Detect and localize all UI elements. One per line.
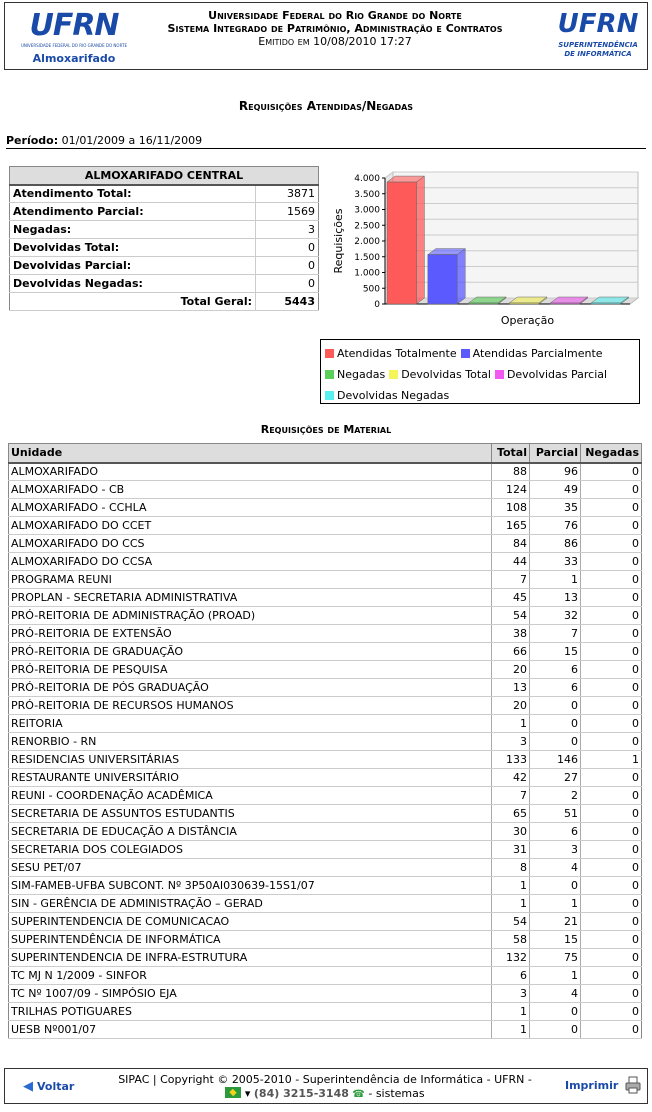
parcial-cell: 51 [530, 805, 581, 823]
summary-label: Devolvidas Negadas: [10, 275, 256, 293]
total-cell: 13 [492, 679, 530, 697]
negadas-cell: 1 [580, 751, 641, 769]
contact-line [95, 1087, 555, 1102]
negadas-cell: 0 [580, 769, 641, 787]
print-label: Imprimir [565, 1079, 619, 1092]
negadas-cell: 0 [580, 859, 641, 877]
y-tick-label: 1.000 [354, 268, 380, 279]
unidade-cell: TC Nº 1007/09 - SIMPÓSIO EJA [9, 985, 492, 1003]
unidade-cell: SUPERINTENDENCIA DE INFRA-ESTRUTURA [9, 949, 492, 967]
legend-item [325, 385, 449, 406]
total-cell: 1 [492, 895, 530, 913]
parcial-cell: 1 [530, 571, 581, 589]
summary-label: Devolvidas Total: [10, 239, 256, 257]
back-arrow-icon: ◀ [23, 1079, 33, 1094]
unidade-cell: SECRETARIA DE ASSUNTOS ESTUDANTIS [9, 805, 492, 823]
total-cell: 42 [492, 769, 530, 787]
total-cell: 30 [492, 823, 530, 841]
parcial-cell: 0 [530, 733, 581, 751]
negadas-cell: 0 [580, 715, 641, 733]
summary-value: 1569 [256, 203, 319, 221]
y-axis-label: Requisições [332, 208, 345, 274]
table-row [9, 841, 642, 859]
total-cell: 54 [492, 913, 530, 931]
summary-value: 3871 [256, 185, 319, 203]
total-cell: 1 [492, 1003, 530, 1021]
negadas-cell: 0 [580, 949, 641, 967]
table-row [9, 823, 642, 841]
parcial-cell: 0 [530, 877, 581, 895]
table-row [9, 481, 642, 499]
total-cell: 7 [492, 571, 530, 589]
table-row [9, 931, 642, 949]
summary-total-label: Total Geral: [10, 293, 256, 311]
legend-swatch [325, 391, 334, 400]
bar-side [457, 249, 465, 304]
unidade-cell: PRÓ-REITORIA DE EXTENSÃO [9, 625, 492, 643]
legend-item [325, 364, 385, 385]
unidade-cell: SECRETARIA DE EDUCAÇÃO A DISTÂNCIA [9, 823, 492, 841]
negadas-cell: 0 [580, 733, 641, 751]
bar-side [416, 176, 424, 304]
summary-heading: ALMOXARIFADO CENTRAL [10, 167, 319, 185]
bar-1 [428, 255, 457, 304]
parcial-cell: 49 [530, 481, 581, 499]
legend-item [389, 364, 491, 385]
sinfo-logo-line1: SUPERINTENDÊNCIA [558, 41, 638, 49]
negadas-cell: 0 [580, 481, 641, 499]
legend-label: Devolvidas Parcial [506, 368, 608, 381]
parcial-cell: 6 [530, 661, 581, 679]
total-cell: 1 [492, 877, 530, 895]
total-cell: 3 [492, 733, 530, 751]
period-label: Período: [6, 134, 59, 147]
parcial-cell: 0 [530, 1021, 581, 1039]
table-row [9, 715, 642, 733]
table-row [9, 607, 642, 625]
legend-swatch [389, 370, 398, 379]
table-row [9, 895, 642, 913]
table-row [9, 679, 642, 697]
legend-swatch [325, 370, 334, 379]
total-cell: 44 [492, 553, 530, 571]
parcial-cell: 0 [530, 1003, 581, 1021]
parcial-cell: 27 [530, 769, 581, 787]
negadas-cell: 0 [580, 535, 641, 553]
negadas-cell: 0 [580, 517, 641, 535]
total-cell: 3 [492, 985, 530, 1003]
negadas-cell: 0 [580, 697, 641, 715]
unidade-cell: REUNI - COORDENAÇÃO ACADÊMICA [9, 787, 492, 805]
bar-4 [550, 303, 579, 304]
summary-row [10, 203, 319, 221]
parcial-cell: 0 [530, 715, 581, 733]
university-name: Universidade Federal do Rio Grande do Norte [208, 9, 462, 22]
table-row [9, 859, 642, 877]
materials-header-row [9, 444, 642, 463]
negadas-cell: 0 [580, 553, 641, 571]
unidade-cell: SIM-FAMEB-UFBA SUBCONT. Nº 3P50AI030639-15S1/07 [9, 877, 492, 895]
unidade-cell: PRÓ-REITORIA DE PESQUISA [9, 661, 492, 679]
unidade-cell: PRÓ-REITORIA DE RECURSOS HUMANOS [9, 697, 492, 715]
negadas-cell: 0 [580, 643, 641, 661]
y-tick-label: 0 [374, 300, 380, 310]
brazil-flag-icon [225, 1087, 241, 1098]
phone-number: (84) 3215-3148 [253, 1087, 349, 1100]
summary-value: 0 [256, 257, 319, 275]
operations-chart [328, 166, 640, 331]
parcial-cell: 146 [530, 751, 581, 769]
parcial-cell: 33 [530, 553, 581, 571]
ufrn-logo [19, 9, 129, 67]
total-cell: 165 [492, 517, 530, 535]
table-row [9, 733, 642, 751]
total-cell: 45 [492, 589, 530, 607]
y-tick-label: 500 [362, 284, 380, 295]
negadas-cell: 0 [580, 499, 641, 517]
negadas-cell: 0 [580, 913, 641, 931]
total-cell: 124 [492, 481, 530, 499]
y-tick-label: 2.000 [354, 237, 380, 247]
unidade-cell: PRÓ-REITORIA DE PÓS GRADUAÇÃO [9, 679, 492, 697]
summary-label: Negadas: [10, 221, 256, 239]
unidade-cell: PROGRAMA REUNI [9, 571, 492, 589]
total-cell: 6 [492, 967, 530, 985]
parcial-cell: 86 [530, 535, 581, 553]
parcial-cell: 32 [530, 607, 581, 625]
parcial-cell: 4 [530, 985, 581, 1003]
unidade-cell: REITORIA [9, 715, 492, 733]
total-cell: 88 [492, 463, 530, 481]
parcial-cell: 35 [530, 499, 581, 517]
total-cell: 20 [492, 697, 530, 715]
parcial-cell: 1 [530, 895, 581, 913]
unidade-cell: RESIDENCIAS UNIVERSITÁRIAS [9, 751, 492, 769]
unidade-cell: RENORBIO - RN [9, 733, 492, 751]
module-name: Almoxarifado [32, 52, 116, 65]
negadas-cell: 0 [580, 931, 641, 949]
table-row [9, 805, 642, 823]
summary-row [10, 185, 319, 203]
legend-item [325, 343, 457, 364]
table-row [9, 769, 642, 787]
bar-2 [469, 303, 498, 304]
negadas-cell: 0 [580, 571, 641, 589]
parcial-cell: 13 [530, 589, 581, 607]
table-row [9, 913, 642, 931]
negadas-cell: 0 [580, 895, 641, 913]
col-header-total: Total [492, 444, 530, 463]
total-cell: 65 [492, 805, 530, 823]
summary-row [10, 275, 319, 293]
parcial-cell: 76 [530, 517, 581, 535]
total-cell: 8 [492, 859, 530, 877]
negadas-cell: 0 [580, 877, 641, 895]
table-row [9, 787, 642, 805]
x-axis-label: Operação [500, 314, 555, 327]
table-row [9, 967, 642, 985]
table-row [9, 877, 642, 895]
total-cell: 31 [492, 841, 530, 859]
print-button[interactable] [565, 1079, 618, 1092]
total-cell: 66 [492, 643, 530, 661]
total-cell: 7 [492, 787, 530, 805]
y-tick-label: 3.500 [354, 189, 380, 200]
page-title: Requisições Atendidas/Negadas [238, 99, 414, 113]
table-row [9, 697, 642, 715]
parcial-cell: 1 [530, 967, 581, 985]
col-header-parcial: Parcial [530, 444, 581, 463]
y-tick-label: 4.000 [354, 174, 380, 184]
report-header [4, 2, 648, 70]
legend-label: Negadas [337, 368, 386, 381]
back-button[interactable] [23, 1079, 74, 1094]
y-tick-label: 1.500 [354, 252, 380, 263]
sinfo-logo [551, 7, 645, 67]
col-header-negadas: Negadas [580, 444, 641, 463]
emission-date: Emitido em 10/08/2010 17:27 [258, 35, 412, 48]
summary-row [10, 257, 319, 275]
parcial-cell: 15 [530, 931, 581, 949]
unidade-cell: ALMOXARIFADO - CB [9, 481, 492, 499]
table-row [9, 949, 642, 967]
unidade-cell: PRÓ-REITORIA DE GRADUAÇÃO [9, 643, 492, 661]
legend-label: Devolvidas Total [401, 368, 491, 381]
table-row [9, 643, 642, 661]
printer-icon[interactable] [625, 1076, 641, 1094]
parcial-cell: 0 [530, 697, 581, 715]
unidade-cell: RESTAURANTE UNIVERSITÁRIO [9, 769, 492, 787]
footer-copyright [95, 1073, 555, 1102]
page-footer [4, 1068, 648, 1104]
summary-total-value: 5443 [256, 293, 319, 311]
unidade-cell: SIN - GERÊNCIA DE ADMINISTRAÇÃO – GERAD [9, 895, 492, 913]
sistemas-text: - sistemas [368, 1087, 425, 1100]
table-row [9, 985, 642, 1003]
total-cell: 1 [492, 715, 530, 733]
table-row [9, 553, 642, 571]
summary-row [10, 221, 319, 239]
col-header-unidade: Unidade [9, 444, 492, 463]
total-cell: 20 [492, 661, 530, 679]
table-row [9, 1021, 642, 1039]
materials-table [8, 443, 642, 1039]
table-row [9, 463, 642, 481]
unidade-cell: ALMOXARIFADO - CCHLA [9, 499, 492, 517]
dropdown-icon[interactable]: ▾ [244, 1087, 251, 1100]
table-row [9, 589, 642, 607]
sinfo-logo-line2: DE INFORMÁTICA [564, 50, 632, 58]
table-row [9, 571, 642, 589]
total-cell: 133 [492, 751, 530, 769]
unidade-cell: UESB Nº001/07 [9, 1021, 492, 1039]
table-row [9, 517, 642, 535]
parcial-cell: 2 [530, 787, 581, 805]
unidade-cell: PRÓ-REITORIA DE ADMINISTRAÇÃO (PROAD) [9, 607, 492, 625]
legend-label: Devolvidas Negadas [337, 389, 450, 402]
unidade-cell: TRILHAS POTIGUARES [9, 1003, 492, 1021]
bar-3 [510, 303, 539, 304]
y-tick-label: 2.500 [354, 221, 380, 232]
total-cell: 84 [492, 535, 530, 553]
summary-label: Devolvidas Parcial: [10, 257, 256, 275]
table-row [9, 625, 642, 643]
total-cell: 132 [492, 949, 530, 967]
bar-0 [387, 182, 416, 304]
unidade-cell: SUPERINTENDÊNCIA DE INFORMÁTICA [9, 931, 492, 949]
legend-label: Atendidas Totalmente [337, 347, 457, 360]
negadas-cell: 0 [580, 607, 641, 625]
sinfo-logo-mark: UFRN [557, 9, 639, 39]
table-row [9, 535, 642, 553]
table-row [9, 661, 642, 679]
table-row [9, 499, 642, 517]
period-value: 01/01/2009 a 16/11/2009 [61, 134, 203, 147]
parcial-cell: 6 [530, 823, 581, 841]
negadas-cell: 0 [580, 589, 641, 607]
back-label: Voltar [37, 1080, 75, 1093]
total-cell: 108 [492, 499, 530, 517]
parcial-cell: 21 [530, 913, 581, 931]
parcial-cell: 7 [530, 625, 581, 643]
unidade-cell: ALMOXARIFADO DO CCS [9, 535, 492, 553]
parcial-cell: 75 [530, 949, 581, 967]
table-row [9, 1003, 642, 1021]
phone-icon: ☎ [352, 1089, 365, 1100]
parcial-cell: 3 [530, 841, 581, 859]
copyright-text: SIPAC | Copyright © 2005-2010 - Superintendência de Informática - UFRN - [118, 1073, 532, 1086]
summary-table [9, 166, 319, 311]
legend-swatch [495, 370, 504, 379]
header-titles [135, 9, 535, 48]
unidade-cell: SUPERINTENDENCIA DE COMUNICACAO [9, 913, 492, 931]
negadas-cell: 0 [580, 985, 641, 1003]
unidade-cell: ALMOXARIFADO [9, 463, 492, 481]
negadas-cell: 0 [580, 823, 641, 841]
total-cell: 58 [492, 931, 530, 949]
negadas-cell: 0 [580, 805, 641, 823]
unidade-cell: PROPLAN - SECRETARIA ADMINISTRATIVA [9, 589, 492, 607]
summary-label: Atendimento Total: [10, 185, 256, 203]
negadas-cell: 0 [580, 661, 641, 679]
divider [6, 148, 646, 149]
legend-swatch [325, 349, 334, 358]
summary-value: 3 [256, 221, 319, 239]
summary-row [10, 239, 319, 257]
unidade-cell: ALMOXARIFADO DO CCSA [9, 553, 492, 571]
unidade-cell: SESU PET/07 [9, 859, 492, 877]
total-cell: 54 [492, 607, 530, 625]
chart-legend [320, 339, 640, 404]
ufrn-logo-tagline: UNIVERSIDADE FEDERAL DO RIO GRANDE DO NORTE [20, 43, 128, 48]
legend-label: Atendidas Parcialmente [472, 347, 603, 360]
total-cell: 38 [492, 625, 530, 643]
negadas-cell: 0 [580, 679, 641, 697]
negadas-cell: 0 [580, 625, 641, 643]
unidade-cell: TC MJ N 1/2009 - SINFOR [9, 967, 492, 985]
summary-total-row [10, 293, 319, 311]
materials-heading: Requisições de Material [260, 423, 392, 436]
summary-value: 0 [256, 275, 319, 293]
summary-value: 0 [256, 239, 319, 257]
unidade-cell: SECRETARIA DOS COLEGIADOS [9, 841, 492, 859]
legend-swatch [461, 349, 470, 358]
negadas-cell: 0 [580, 967, 641, 985]
bar-5 [591, 303, 620, 304]
parcial-cell: 6 [530, 679, 581, 697]
negadas-cell: 0 [580, 463, 641, 481]
table-row [9, 751, 642, 769]
legend-item [461, 343, 603, 364]
parcial-cell: 4 [530, 859, 581, 877]
negadas-cell: 0 [580, 787, 641, 805]
parcial-cell: 96 [530, 463, 581, 481]
negadas-cell: 0 [580, 1003, 641, 1021]
parcial-cell: 15 [530, 643, 581, 661]
negadas-cell: 0 [580, 841, 641, 859]
negadas-cell: 0 [580, 1021, 641, 1039]
legend-item [495, 364, 607, 385]
summary-label: Atendimento Parcial: [10, 203, 256, 221]
system-name: Sistema Integrado de Patrimônio, Administração e Contratos [167, 22, 503, 35]
y-tick-label: 3.000 [354, 205, 380, 216]
unidade-cell: ALMOXARIFADO DO CCET [9, 517, 492, 535]
period [6, 134, 202, 147]
total-cell: 1 [492, 1021, 530, 1039]
ufrn-logo-mark: UFRN [29, 8, 119, 43]
